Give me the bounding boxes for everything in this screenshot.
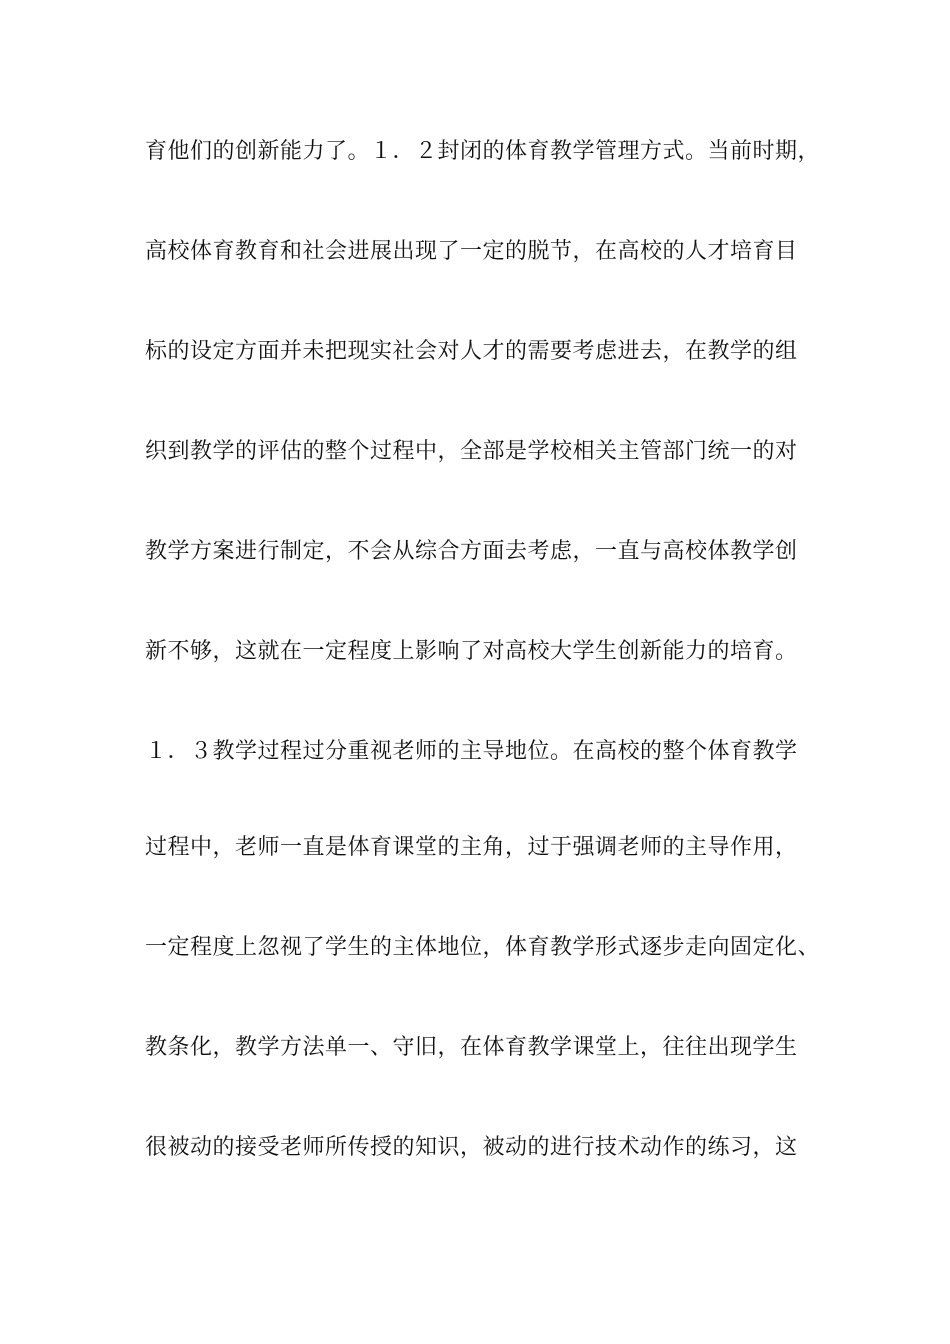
text-line: 标的设定方面并未把现实社会对人才的需要考虑进去，在教学的组 <box>145 339 798 364</box>
text-line: １．３教学过程过分重视老师的主导地位。在高校的整个体育教学 <box>145 739 798 764</box>
text-line: 新不够，这就在一定程度上影响了对高校大学生创新能力的培育。 <box>145 639 798 664</box>
text-line: 过程中，老师一直是体育课堂的主角，过于强调老师的主导作用， <box>145 835 798 860</box>
text-line: 教学方案进行制定，不会从综合方面去考虑，一直与高校体教学创 <box>145 539 798 564</box>
text-line: 育他们的创新能力了。１．２封闭的体育教学管理方式。当前时期， <box>145 139 821 164</box>
text-line: 织到教学的评估的整个过程中，全部是学校相关主管部门统一的对 <box>145 439 798 464</box>
text-line: 很被动的接受老师所传授的知识，被动的进行技术动作的练习，这 <box>145 1135 798 1160</box>
text-line: 一定程度上忽视了学生的主体地位，体育教学形式逐步走向固定化、 <box>145 935 821 960</box>
text-line: 高校体育教育和社会进展出现了一定的脱节，在高校的人才培育目 <box>145 239 798 264</box>
text-line: 教条化，教学方法单一、守旧，在体育教学课堂上，往往出现学生 <box>145 1035 798 1060</box>
